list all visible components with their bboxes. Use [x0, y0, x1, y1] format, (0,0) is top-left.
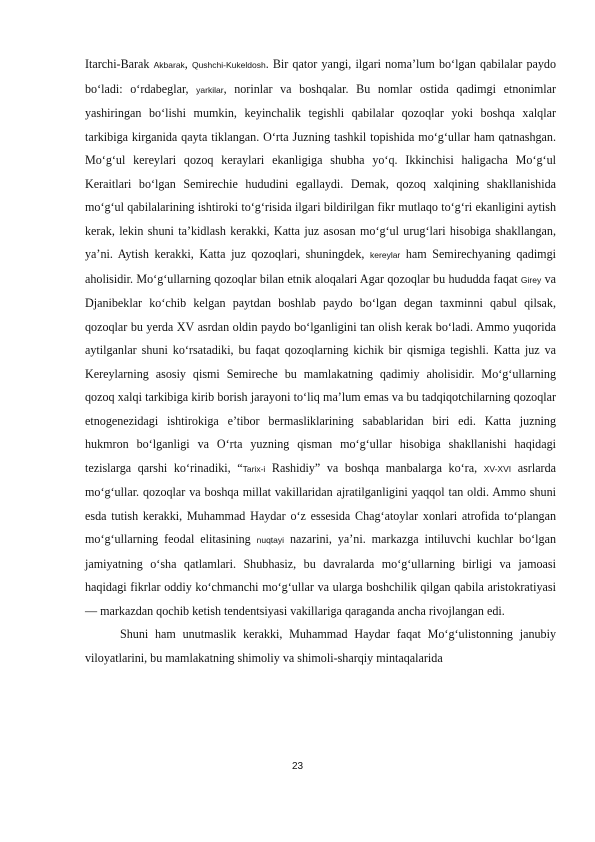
text-run: nazarini, ya’ni. markazga intiluvchi kuchlar bo‘lgan jamiyatning o‘sha qatlamlari. Shubhasiz, bu davralarda mo‘g‘ullarning birligi va jamoasi haqidagi fikrlar oddiy ko‘chmanchi mo‘g‘ullar va ularga boshchilik qilgan qabila aristokratiyasi — markazdan qochib ketish tendentsiyasi vakillariga qaraganda ancha rivojlangan edi. [85, 532, 556, 618]
text-run: ham Semirechyaning qadimgi aholisidir. Mo‘g‘ullarning qozoqlar bilan etnik aloqalari Agar qozoqlar bu hududda faqat [85, 247, 556, 286]
small-text-run: Tarix-i [242, 463, 266, 474]
page-number: 23 [291, 761, 304, 772]
small-text-run: Girey [520, 274, 542, 285]
text-run: . Bir qator yangi, ilgari noma’lum bo‘lgan qabilalar paydo bo‘ladi: o‘rdabeglar, [85, 57, 557, 96]
text-run: Rashidiy” va boshqa manbalarga ko‘ra, [265, 460, 484, 475]
small-text-run: Akbarak [153, 60, 185, 70]
text-run: , norinlar va boshqalar. Bu nomlar ostida qadimgi etnonimlar yashiringan bo‘lishi mumkin, keyinchalik tegishli qabilalar qozoqlar yoki boshqa xalqlar tarkibiga kirganida qayta tiklangan. O‘rta Juzning tashkil topishida mo‘g‘ullar ham qatnashgan. Mo‘g‘ul kereylari qozoq keraylari ekanligiga shubha yo‘q. Ikkinchisi haligacha Mo‘g‘ul Keraitlari bo‘lgan Semirechie hududini egallaydi. Demak, qozoq xalqining shakllanishida mo‘g‘ul qabilalarining ishtiroki to‘g‘risida ilgari bildirilgan fikr mutlaqo to‘g‘ri ekanligini aytish kerak, lekin shuni ta’kidlash kerakki, Katta juz asosan mo‘g‘ul urug‘lari hisobiga shakllangan, ya’ni. Aytish kerakki, Katta juz qozoqlari, shuningdek, [85, 81, 556, 261]
small-text-run: nuqtayi [256, 535, 285, 545]
text-run: va Djanibeklar ko‘chib kelgan paytdan boshlab paydo bo‘lgan degan taxminni qabul qilsak, qozoqlar bu yerda XV asrdan oldin paydo bo‘lganligini tan olish kerak bo‘ladi. Ammo yuqorida aytilganlar shuni ko‘rsatadiki, bu faqat qozoqlarning kichik bir qismiga tegishli. Katta juz va Kereylarning asosiy qismi Semireche bu mamlakatning qadimiy aholisidir. Mo‘g‘ullarning qozoq xalqi tarkibiga kirib borish jarayoni to‘liq ma’lum emas va bu tadqiqotchilarning qozoqlar etnogenezidagi ishtirokiga e’tibor bermasliklarining sabablaridan biri edi. Katta juzning hukmron bo‘lganligi va O‘rta yuzning qisman mo‘g‘ullar hisobiga shakllanishi haqidagi tezislarga qarshi ko‘rinadiki, “ [85, 271, 556, 475]
body-paragraph-1 [85, 53, 556, 623]
document-page [85, 53, 556, 670]
text-run: asrlarda mo‘g‘ullar. qozoqlar va boshqa millat vakillaridan ajratilganligini yaqqol tan oldi. Ammo shuni esda tutish kerakki, Muhammad Haydar o‘z essesida Chag‘atoylar xonlari atrofida to‘plangan mo‘g‘ullarning feodal elitasining [85, 460, 557, 546]
small-text-run: kereylar [370, 250, 401, 260]
text-run: Itarchi-Barak [85, 57, 154, 71]
small-text-run: XV-XVI [483, 463, 512, 474]
text-run: , [184, 57, 192, 71]
small-text-run: Qushchi-Kukeldosh [191, 60, 266, 70]
small-text-run: yarkilar [196, 84, 224, 95]
body-paragraph-2: Shuni ham unutmaslik kerakki, Muhammad Haydar faqat Mo‘g‘ulistonning janubiy viloyatlarini, bu mamlakatning shimoliy va shimoli-sharqiy mintaqalarida [85, 627, 556, 665]
